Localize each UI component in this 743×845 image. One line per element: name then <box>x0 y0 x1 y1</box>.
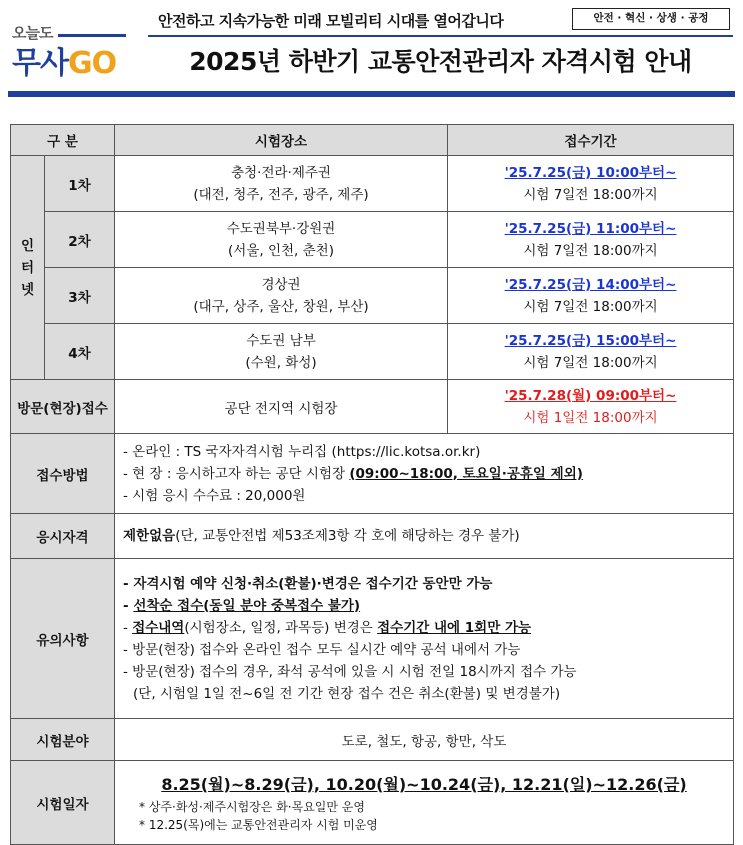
visit-label: 방문(현장)접수 <box>11 380 115 434</box>
logo <box>12 22 127 82</box>
qualification-content: 제한없음(단, 교통안전법 제53조제3항 각 호에 해당하는 경우 불가) <box>115 514 734 559</box>
dates-content: 8.25(월)~8.29(금), 10.20(월)~10.24(금), 12.21(일)~12.26(금) * 상주·화성·제주시험장은 화·목요일만 운영 * 12.25(목)에는 교통안전관리자 시험 미운영 <box>115 761 734 845</box>
slogan: 안전하고 지속가능한 미래 모빌리티 시대를 열어갑니다 <box>158 12 504 30</box>
table-row <box>11 514 734 559</box>
round-label: 2차 <box>45 212 115 268</box>
round-period: '25.7.25(금) 10:00부터~ 시험 7일전 18:00까지 <box>448 156 734 212</box>
round-label: 1차 <box>45 156 115 212</box>
method-content: - 온라인 : TS 국자자격시험 누리집 (https://lic.kotsa.or.kr) - 현 장 : 응시하고자 하는 공단 시험장 (09:00~18:00, 토요일·공휴일 제외) - 시험 응시 수수료 : 20,000원 <box>115 434 734 514</box>
round-period: '25.7.25(금) 14:00부터~ 시험 7일전 18:00까지 <box>448 268 734 324</box>
logo-big-text: 무사GO <box>12 46 117 81</box>
qualification-label: 응시자격 <box>11 514 115 559</box>
notes-content: - 자격시험 예약 신청·취소(환불)·변경은 접수기간 동안만 가능 - 선착순 접수(동일 분야 중복접수 불가) - 접수내역(시험장소, 일정, 과목등) 변경은 접수기간 내에 1회만 가능 - 방문(현장) 접수와 온라인 접수 모두 실시간 예약 공석 내에서 가능 - 방문(현장) 접수의 경우, 좌석 공석에 있을 시 시험 전일 18시까지 접수 가능 (단, 시험일 1일 전~6일 전 기간 현장 접수 건은 취소(환불) 및 변경불가) <box>115 559 734 719</box>
table-row <box>11 761 734 845</box>
round-venue: 수도권 남부 (수원, 화성) <box>115 324 448 380</box>
internet-label: 인 터 넷 <box>11 156 45 380</box>
table-row <box>11 380 734 434</box>
field-value: 도로, 철도, 항공, 항만, 삭도 <box>115 719 734 761</box>
table-row <box>11 212 734 268</box>
visit-period: '25.7.28(월) 09:00부터~ 시험 1일전 18:00까지 <box>448 380 734 434</box>
round-period: '25.7.25(금) 11:00부터~ 시험 7일전 18:00까지 <box>448 212 734 268</box>
field-label: 시험분야 <box>11 719 115 761</box>
table-row <box>11 268 734 324</box>
slogan-badge: 안전 · 혁신 · 상생 · 공정 <box>572 8 730 30</box>
header-venue: 시험장소 <box>115 125 448 156</box>
exam-info-table <box>10 124 734 845</box>
title-divider <box>148 35 733 37</box>
round-venue: 충청·전라·제주권 (대전, 청주, 전주, 광주, 제주) <box>115 156 448 212</box>
logo-bar <box>58 34 126 37</box>
round-venue: 경상권 (대구, 상주, 울산, 창원, 부산) <box>115 268 448 324</box>
notes-label: 유의사항 <box>11 559 115 719</box>
round-label: 4차 <box>45 324 115 380</box>
table-row <box>11 324 734 380</box>
header <box>0 0 743 100</box>
table-row <box>11 559 734 719</box>
visit-venue: 공단 전지역 시험장 <box>115 380 448 434</box>
table-row <box>11 434 734 514</box>
table-row <box>11 156 734 212</box>
round-label: 3차 <box>45 268 115 324</box>
table-row <box>11 719 734 761</box>
method-label: 접수방법 <box>11 434 115 514</box>
header-category: 구 분 <box>11 125 115 156</box>
round-period: '25.7.25(금) 15:00부터~ 시험 7일전 18:00까지 <box>448 324 734 380</box>
page-title: 2025년 하반기 교통안전관리자 자격시험 안내 <box>189 47 692 76</box>
round-venue: 수도권북부·강원권 (서울, 인천, 춘천) <box>115 212 448 268</box>
title-underline-bar <box>8 91 735 97</box>
dates-label: 시험일자 <box>11 761 115 845</box>
logo-small-text: 오늘도 <box>12 24 53 42</box>
table-header-row <box>11 125 734 156</box>
header-period: 접수기간 <box>448 125 734 156</box>
